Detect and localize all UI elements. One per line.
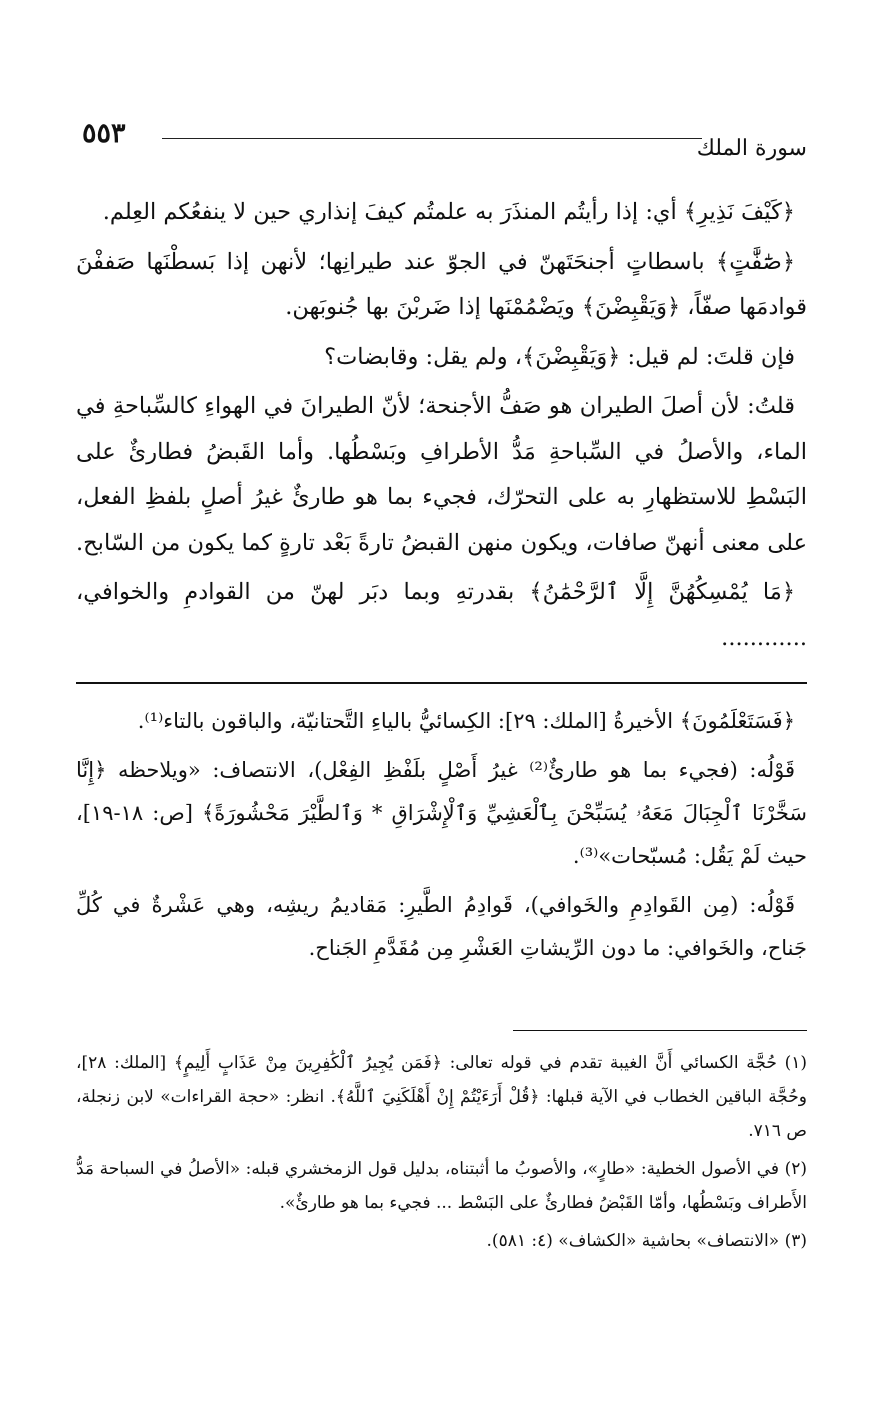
footnote-3: (٣) «الانتصاف» بحاشية «الكشاف» (٤: ٥٨١).: [486, 1231, 807, 1251]
page-number: ٥٥٣: [82, 118, 126, 149]
surah-title: سورة الملك: [696, 136, 807, 161]
footnote-2: (٢) في الأصول الخطية: «طارٍ»، والأصوبُ ما أثبتناه، بدليل قول الزمخشري قبله: «الأصلُ في السباحة مَدُّ الأَطراف وبَسْطُها، وأمّا القَبْضُ فطارئٌ على البَسْط ... فجيء بما هو طارئٌ».: [76, 1159, 807, 1213]
section-divider: [76, 682, 807, 684]
paragraph-kayfa-nadhir: ﴿كَيْفَ نَذِيرِ﴾ أي: إذا رأيتُم المنذَرَ به علمتُم كيفَ إنذاري حين لا ينفعُكم العِلم.: [102, 199, 795, 225]
paragraph-question: فإن قلتَ: لم قيل: ﴿وَيَقْبِضْنَ﴾، ولم يقل: وقابضات؟: [324, 343, 795, 370]
paragraph-saffat: ﴿صَٰٓفَّٰتٍ﴾ باسطاتٍ أجنحَتَهنّ في الجوّ عند طيرانِها؛ لأنهن إذا بَسطْنَها صَففْنَ قوادمَها صفّاً، ﴿وَيَقْبِضْنَ﴾ ويَضْمُمْنَها إذا ضَربْنَ بها جُنوبَهن.: [76, 248, 807, 320]
paragraph-answer: قلتُ: لأن أصلَ الطيران هو صَفُّ الأجنحة؛ لأنّ الطيرانَ في الهواءِ كالسِّباحةِ في الماء، والأصلُ في السِّباحةِ مَدُّ الأطرافِ وبَسْطُها. وأما القَبضُ فطارئٌ على البَسْطِ للاستظهارِ به على التحرّك، فجيء بما هو طارئٌ غيرُ أصلٍ بلفظِ الفعل، على معنى أنهنّ صافات، ويكون منهن القبضُ تارةً بَعْد تارةٍ كما يكون من السّابح.: [76, 393, 807, 556]
gloss-fajia: قَوْلُه: (فجيء بما هو طارئٌ⁽²⁾ غيرُ أَصْلٍ بلَفْظِ الفِعْل)، الانتصاف: «ويلاحظه ﴿إِنَّا سَخَّرْنَا ٱلْجِبَالَ مَعَهُۥ يُسَبِّحْنَ بِٱلْعَشِيِّ وَٱلْإِشْرَاقِ * وَٱلطَّيْرَ مَحْشُورَةً﴾ [ص: ١٨-١٩]، حيث لَمْ يَقُل: مُسبّحات»⁽³⁾.: [76, 758, 807, 868]
paragraph-ma-yumsikuhunna: ﴿مَا يُمْسِكُهُنَّ إِلَّا ٱلرَّحْمَٰنُ﴾ بقدرتهِ وبما دبَر لهنّ من القوادمِ والخوافي، ............: [76, 579, 807, 651]
header-rule: [162, 138, 702, 139]
commentary-text: [76, 190, 807, 661]
footnote-1: (١) حُجَّة الكسائي أَنَّ الغيبة تقدم في قوله تعالى: ﴿فَمَن يُجِيرُ ٱلْكَٰفِرِينَ مِنْ عَذَابٍ أَلِيمٍ﴾ [الملك: ٢٨]، وحُجَّة الباقين الخطاب في الآية قبلها: ﴿قُلْ أَرَءَيْتُمْ إِنْ أَهْلَكَنِيَ ٱللَّهُ﴾. انظر: «حجة القراءات» لابن زنجلة، ص ٧١٦.: [76, 1053, 807, 1141]
gloss-fasataalamun: ﴿فَسَتَعْلَمُونَ﴾ الأخيرةُ [الملك: ٢٩]: الكِسائيُّ بالياءِ التَّحتانيّة، والباقون بالتاء⁽¹⁾.: [137, 709, 795, 733]
page-header: [82, 118, 807, 168]
footnote-divider: [513, 1030, 807, 1031]
gloss-qawadim: قَوْلُه: (مِن القَوادِمِ والخَوافي)، قَوادِمُ الطَّيرِ: مَقاديمُ ريشِه، وهي عَشْرةٌ في كُلِّ جَناح، والخَوافي: ما دون الرِّيشاتِ العَشْرِ مِن مُقَدَّمِ الجَناح.: [76, 893, 807, 960]
gloss-section: [76, 700, 807, 976]
footnotes: [76, 1046, 807, 1262]
